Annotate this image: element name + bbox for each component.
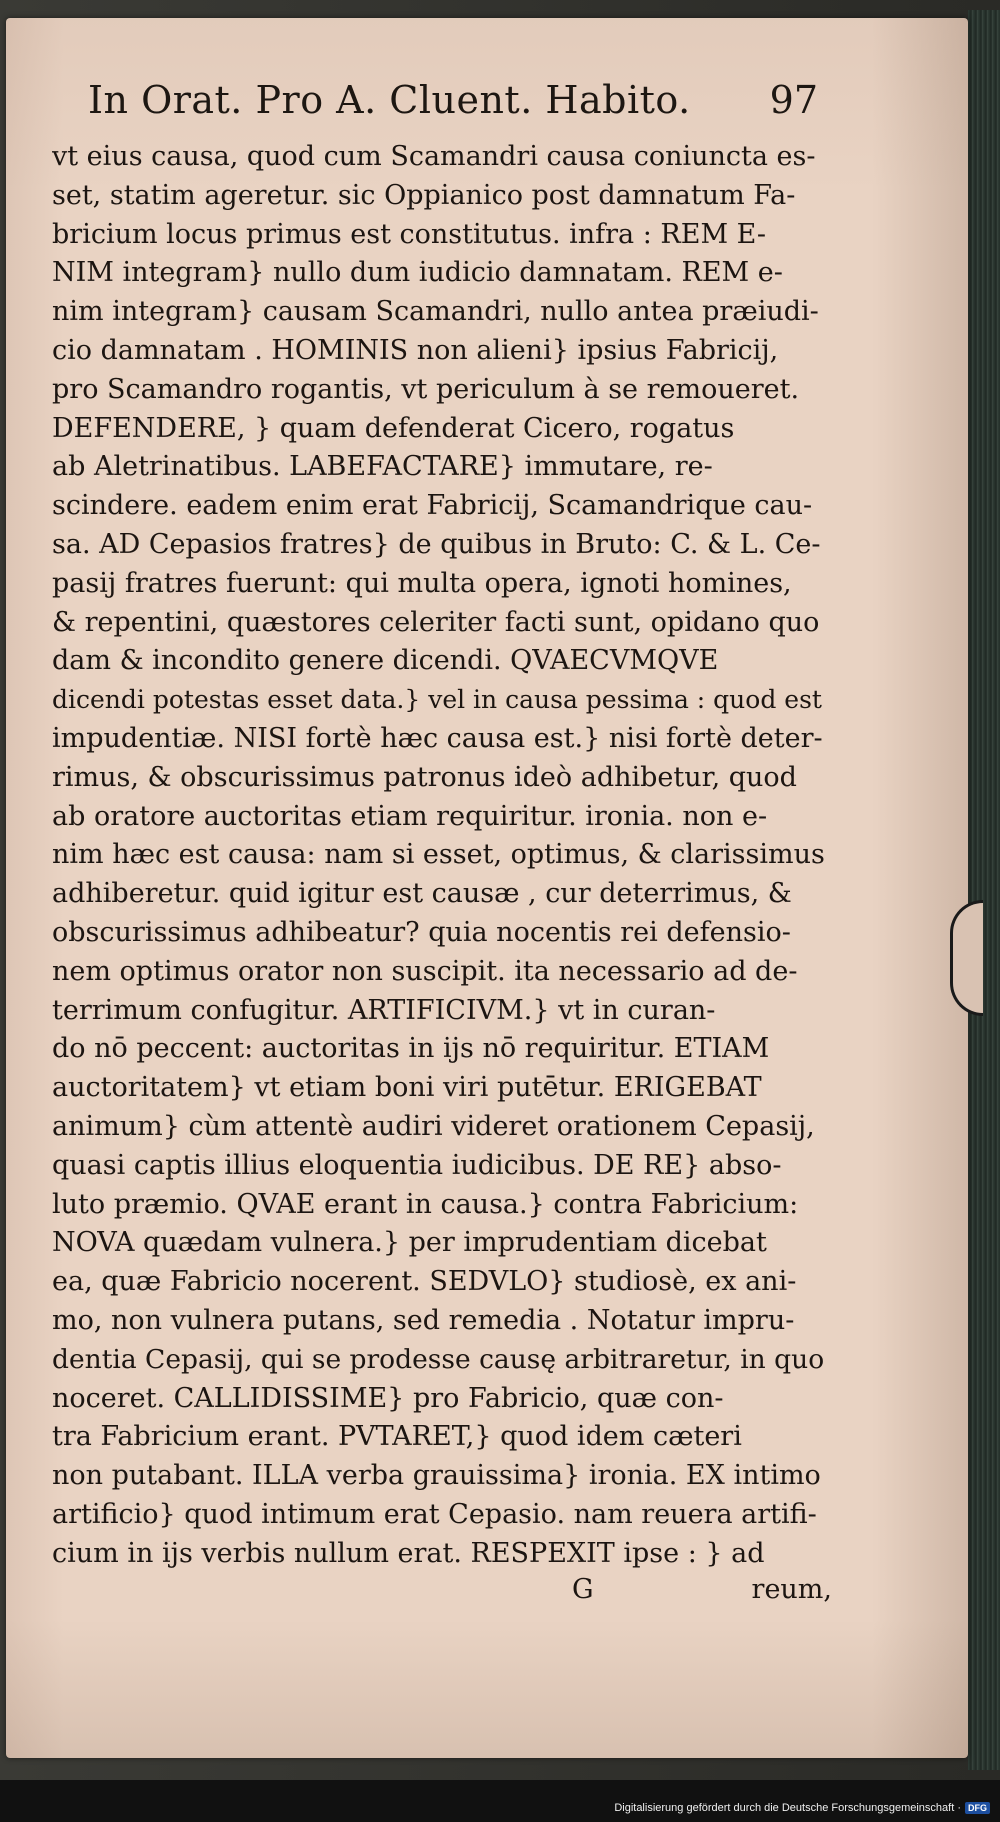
- text-line: NOVA quædam vulnera.} per imprudentiam dicebat: [52, 1227, 767, 1259]
- text-line: animum} cùm attentè audiri videret orationem Cepasij,: [52, 1110, 815, 1142]
- text-line: dicendi potestas esset data.} vel in causa pessima : quod est: [52, 685, 822, 715]
- text-line: nem optimus orator non suscipit. ita necessario ad de-: [52, 955, 798, 987]
- funding-credit: [614, 1802, 990, 1814]
- text-line: cio damnatam . HOMINIS non alieni} ipsius Fabricij,: [52, 334, 779, 366]
- text-line: bricium locus primus est constitutus. infra : REM E-: [52, 218, 767, 250]
- page-number: 97: [769, 78, 818, 122]
- text-line: do nō peccent: auctoritas in ijs nō requiritur. ETIAM: [52, 1033, 770, 1065]
- catchword: reum,: [751, 1574, 832, 1605]
- text-line: dentia Cepasij, qui se prodesse causę arbitraretur, in quo: [52, 1343, 825, 1375]
- text-line: ab Aletrinatibus. LABEFACTARE} immutare, re-: [52, 451, 713, 483]
- text-line: sa. AD Cepasios fratres} de quibus in Bruto: C. & L. Ce-: [52, 528, 821, 560]
- commentary-text: [52, 138, 832, 1573]
- funding-credit-text: Digitalisierung gefördert durch die Deutsche Forschungsgemeinschaft ·: [614, 1802, 961, 1814]
- text-line: ea, quæ Fabricio nocerent. SEDVLO} studiosè, ex ani-: [52, 1266, 797, 1298]
- book-page: [6, 18, 968, 1758]
- catchword-row: [52, 1574, 832, 1614]
- text-line: mo, non vulnera putans, sed remedia . Notatur impru-: [52, 1304, 795, 1336]
- text-line: nim integram} causam Scamandri, nullo antea præiudi-: [52, 296, 819, 328]
- page-clip-mark: [950, 900, 983, 1016]
- text-line: vt eius causa, quod cum Scamandri causa coniuncta es-: [52, 141, 816, 172]
- text-line: dam & incondito genere dicendi. QVAECVMQVE: [52, 645, 719, 677]
- text-line: NIM integram} nullo dum iudicio damnatam. REM e-: [52, 257, 783, 289]
- text-line: tra Fabricium erant. PVTARET,} quod idem cæteri: [52, 1421, 742, 1453]
- text-line: scindere. eadem enim erat Fabricij, Scamandrique cau-: [52, 490, 813, 522]
- text-line: nim hæc est causa: nam si esset, optimus, & clarissimus: [52, 839, 825, 871]
- text-line: adhiberetur. quid igitur est causæ , cur deterrimus, &: [52, 878, 792, 910]
- text-line: rimus, & obscurissimus patronus ideò adhibetur, quod: [52, 761, 797, 793]
- text-line: luto præmio. QVAE erant in causa.} contra Fabricium:: [52, 1188, 799, 1220]
- text-line: ab oratore auctoritas etiam requiritur. ironia. non e-: [52, 800, 768, 832]
- text-line: quasi captis illius eloquentia iudicibus. DE RE} abso-: [52, 1149, 782, 1181]
- text-line: terrimum confugitur. ARTIFICIVM.} vt in curan-: [52, 994, 716, 1026]
- text-line: noceret. CALLIDISSIME} pro Fabricio, quæ con-: [52, 1382, 724, 1414]
- text-line: non putabant. ILLA verba grauissima} ironia. EX intimo: [52, 1460, 821, 1492]
- text-line: & repentini, quæstores celeriter facti sunt, opidano quo: [52, 606, 820, 638]
- text-line: impudentiæ. NISI fortè hæc causa est.} nisi fortè deter-: [52, 722, 823, 754]
- text-line: obscurissimus adhibeatur? quia nocentis rei defensio-: [52, 916, 791, 948]
- text-line: set, statim ageretur. sic Oppianico post damnatum Fa-: [52, 179, 796, 211]
- book-page-edges: [968, 10, 1000, 1770]
- text-line: artificio} quod intimum erat Cepasio. nam reuera artifi-: [52, 1498, 817, 1530]
- dfg-logo-icon: DFG: [965, 1802, 990, 1814]
- text-line: DEFENDERE, } quam defenderat Cicero, rogatus: [52, 412, 735, 444]
- text-line: cium in ijs verbis nullum erat. RESPEXIT ipse : } ad: [52, 1537, 765, 1569]
- text-line: pro Scamandro rogantis, vt periculum à se remoueret.: [52, 373, 800, 405]
- text-line: auctoritatem} vt etiam boni viri putētur. ERIGEBAT: [52, 1072, 762, 1104]
- page-header: [88, 78, 818, 128]
- text-line: pasij fratres fuerunt: qui multa opera, ignoti homines,: [52, 567, 792, 599]
- viewer-footer-bar: [0, 1780, 1000, 1822]
- signature-mark: G: [572, 1574, 594, 1605]
- running-head: In Orat. Pro A. Cluent. Habito.: [88, 78, 691, 122]
